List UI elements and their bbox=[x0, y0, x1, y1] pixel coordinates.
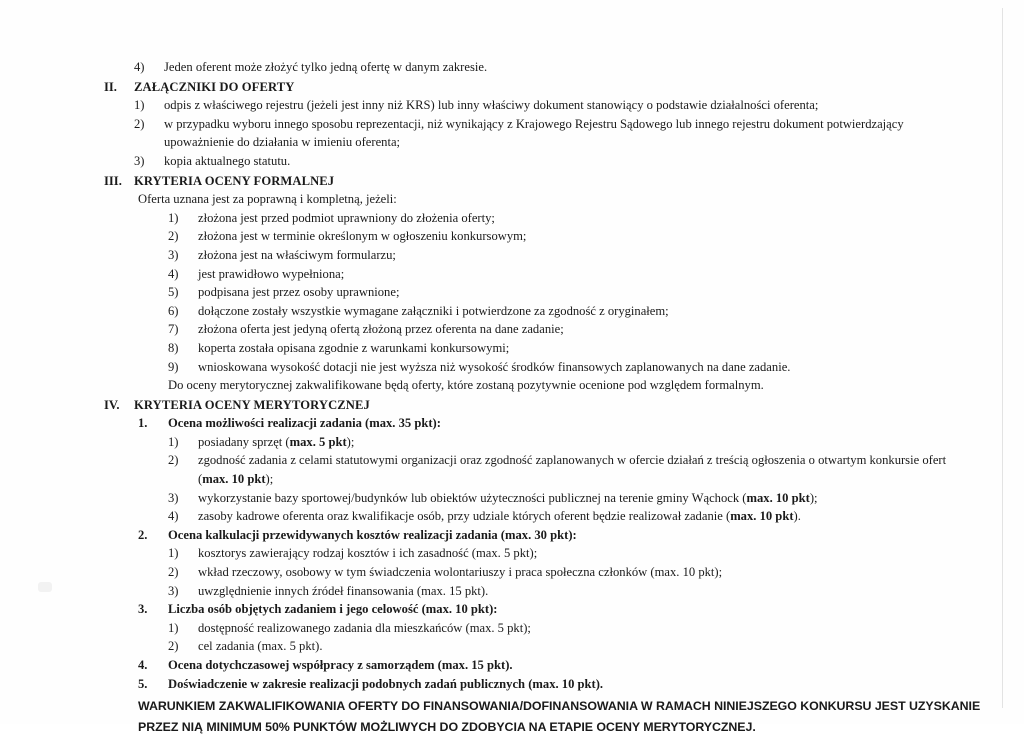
list-marker: 2) bbox=[168, 453, 179, 468]
criterion-title bbox=[168, 600, 964, 619]
closing-statement bbox=[138, 696, 981, 738]
list-item bbox=[168, 489, 964, 508]
criterion-heading bbox=[138, 600, 964, 619]
list-item-text: koperta została opisana zgodnie z warunkami konkursowymi; bbox=[198, 340, 510, 355]
closing-line-1: WARUNKIEM ZAKWALIFIKOWANIA OFERTY DO FINANSOWANIA/DOFINANSOWANIA W RAMACH NINIEJSZEGO KONKURSU JEST UZYSKANIE bbox=[138, 699, 981, 714]
section-marker: IV. bbox=[104, 397, 120, 412]
list-marker: 1) bbox=[134, 98, 145, 113]
criterion-marker: 2. bbox=[138, 527, 148, 542]
list-item bbox=[168, 544, 964, 563]
section-intro: Oferta uznana jest za poprawną i kompletną, jeżeli: bbox=[138, 192, 397, 207]
list-item bbox=[168, 637, 964, 656]
subitem-tail: ); bbox=[346, 434, 355, 449]
section-marker: II. bbox=[104, 79, 117, 94]
section-marker: III. bbox=[104, 173, 122, 188]
criterion-points: (max. 30 pkt): bbox=[500, 527, 577, 542]
list-item-text: kopia aktualnego statutu. bbox=[164, 153, 291, 168]
list-marker: 3) bbox=[168, 583, 179, 598]
subitem-tail: ); bbox=[809, 490, 818, 505]
subitem-points: max. 10 pkt bbox=[730, 509, 794, 524]
subitem-text: posiadany sprzęt ( bbox=[198, 434, 290, 449]
criterion-points: (max. 10 pkt). bbox=[528, 676, 604, 691]
list-item-text: dołączone zostały wszystkie wymagane załączniki i potwierdzone za zgodność z oryginałem; bbox=[198, 303, 669, 318]
list-item-text bbox=[198, 489, 964, 508]
list-item bbox=[134, 58, 964, 77]
list-marker: 4) bbox=[168, 509, 179, 524]
criterion-title-text: Ocena możliwości realizacji zadania bbox=[168, 416, 366, 431]
list-item-text bbox=[198, 433, 964, 452]
scan-artifact-line bbox=[1002, 8, 1003, 708]
list-item bbox=[168, 265, 964, 284]
list-item bbox=[168, 563, 964, 582]
scan-artifact-smudge bbox=[38, 582, 52, 592]
list-item bbox=[168, 320, 964, 339]
list-item bbox=[168, 451, 964, 488]
criterion-title bbox=[168, 656, 964, 675]
list-marker: 6) bbox=[168, 303, 179, 318]
list-marker: 3) bbox=[134, 153, 145, 168]
list-item-text: wkład rzeczowy, osobowy w tym świadczenia wolontariuszy i praca społeczna członków (max. 10 pkt); bbox=[198, 565, 723, 580]
criterion-heading bbox=[138, 675, 964, 694]
criterion-heading bbox=[138, 656, 964, 675]
list-item-text: w przypadku wyboru innego sposobu reprezentacji, niż wynikający z Krajowego Rejestru Sądowego lub innego rejestru dokument potwierdzający upoważnienie do działania w imieniu oferenta; bbox=[164, 116, 904, 150]
section-heading-iii bbox=[104, 172, 964, 191]
subitem-points: max. 10 pkt bbox=[202, 472, 266, 487]
list-marker: 4) bbox=[168, 266, 179, 281]
list-item bbox=[168, 339, 964, 358]
criterion-points: (max. 35 pkt): bbox=[365, 416, 441, 431]
section-heading-ii bbox=[104, 78, 964, 97]
section-title: ZAŁĄCZNIKI DO OFERTY bbox=[134, 79, 295, 94]
list-item bbox=[134, 115, 964, 152]
list-item-text: złożona oferta jest jedyną ofertą złożoną przez oferenta na dane zadanie; bbox=[198, 322, 564, 337]
list-marker: 2) bbox=[134, 116, 145, 131]
list-item-text: Jeden oferent może złożyć tylko jedną ofertę w danym zakresie. bbox=[164, 60, 488, 74]
list-marker: 3) bbox=[168, 247, 179, 262]
list-marker: 3) bbox=[168, 490, 179, 505]
document-body bbox=[104, 58, 981, 738]
criterion-title-text: Liczba osób objętych zadaniem i jego celowość bbox=[168, 602, 422, 617]
list-marker: 1) bbox=[168, 546, 179, 561]
subitem-tail: ); bbox=[265, 472, 274, 487]
criterion-points: (max. 10 pkt): bbox=[421, 602, 498, 617]
list-marker: 1) bbox=[168, 434, 179, 449]
criterion-heading bbox=[138, 526, 964, 545]
list-item-text: dostępność realizowanego zadania dla mieszkańców (max. 5 pkt); bbox=[198, 620, 531, 635]
list-item bbox=[134, 152, 964, 171]
list-item bbox=[168, 227, 964, 246]
list-item bbox=[134, 96, 964, 115]
list-item-text: podpisana jest przez osoby uprawnione; bbox=[198, 285, 400, 300]
list-marker: 5) bbox=[168, 285, 179, 300]
list-marker: 2) bbox=[168, 229, 179, 244]
list-marker: 7) bbox=[168, 322, 179, 337]
criterion-title-text: Ocena kalkulacji przewidywanych kosztów realizacji zadania bbox=[168, 527, 501, 542]
list-item-text: cel zadania (max. 5 pkt). bbox=[198, 639, 323, 654]
list-marker: 1) bbox=[168, 620, 179, 635]
list-item bbox=[168, 619, 964, 638]
list-item bbox=[168, 358, 964, 377]
list-item-text bbox=[198, 451, 964, 488]
list-marker: 1) bbox=[168, 210, 179, 225]
criterion-marker: 1. bbox=[138, 416, 148, 431]
list-item-text: złożona jest na właściwym formularzu; bbox=[198, 247, 396, 262]
list-item bbox=[168, 582, 964, 601]
section-heading-iv bbox=[104, 396, 964, 415]
criterion-points: (max. 15 pkt). bbox=[437, 658, 513, 672]
section-title: KRYTERIA OCENY FORMALNEJ bbox=[134, 173, 335, 188]
list-item-text: jest prawidłowo wypełniona; bbox=[198, 266, 345, 281]
criterion-title bbox=[168, 526, 964, 545]
list-item bbox=[168, 302, 964, 321]
list-marker: 4) bbox=[134, 60, 145, 74]
criterion-marker: 3. bbox=[138, 602, 148, 617]
subitem-text: zasoby kadrowe oferenta oraz kwalifikacje osób, przy udziale których oferent będzie realizował zadanie ( bbox=[198, 509, 731, 524]
list-item bbox=[168, 246, 964, 265]
subitem-tail: ). bbox=[793, 509, 801, 524]
list-item-text: wnioskowana wysokość dotacji nie jest wyższa niż wysokość środków finansowych zaplanowanych na dane zadanie. bbox=[198, 359, 791, 374]
list-item-text: odpis z właściwego rejestru (jeżeli jest inny niż KRS) lub inny właściwy dokument stanowiący o podstawie działalności oferenta; bbox=[164, 98, 819, 113]
subitem-points: max. 10 pkt bbox=[746, 490, 810, 505]
criterion-title-text: Doświadczenie w zakresie realizacji podobnych zadań publicznych bbox=[168, 676, 529, 691]
list-marker: 9) bbox=[168, 359, 179, 374]
list-item bbox=[168, 209, 964, 228]
subitem-text: zgodność zadania z celami statutowymi organizacji oraz zgodność zaplanowanych w ofercie działań z treścią ogłoszenia o otwartym konkursie ofert ( bbox=[198, 453, 947, 487]
list-item bbox=[168, 507, 964, 526]
closing-line-2: PRZEZ NIĄ MINIMUM 50% PUNKTÓW MOŻLIWYCH DO ZDOBYCIA NA ETAPIE OCENY MERYTORYCZNEJ. bbox=[138, 720, 756, 735]
subitem-points: max. 5 pkt bbox=[289, 434, 347, 449]
criterion-title-text: Ocena dotychczasowej współpracy z samorządem bbox=[168, 658, 438, 672]
criterion-title bbox=[168, 675, 964, 694]
criterion-marker: 4. bbox=[138, 658, 148, 672]
criterion-title bbox=[168, 414, 964, 433]
list-marker: 2) bbox=[168, 639, 179, 654]
section-outro: Do oceny merytorycznej zakwalifikowane będą oferty, które zostaną pozytywnie ocenione pod względem formalnym. bbox=[168, 378, 764, 393]
subitem-text: wykorzystanie bazy sportowej/budynków lub obiektów użyteczności publicznej na terenie gminy Wąchock ( bbox=[198, 490, 747, 505]
list-item-text: złożona jest przed podmiot uprawniony do złożenia oferty; bbox=[198, 210, 495, 225]
criterion-heading bbox=[138, 414, 964, 433]
criterion-marker: 5. bbox=[138, 676, 148, 691]
list-item-text bbox=[198, 507, 964, 526]
list-marker: 2) bbox=[168, 565, 179, 580]
section-title: KRYTERIA OCENY MERYTORYCZNEJ bbox=[134, 397, 370, 412]
list-item-text: kosztorys zawierający rodzaj kosztów i ich zasadność (max. 5 pkt); bbox=[198, 546, 538, 561]
list-item bbox=[168, 283, 964, 302]
list-item bbox=[168, 433, 964, 452]
list-item-text: złożona jest w terminie określonym w ogłoszeniu konkursowym; bbox=[198, 229, 527, 244]
list-item-text: uwzględnienie innych źródeł finansowania (max. 15 pkt). bbox=[198, 583, 489, 598]
list-marker: 8) bbox=[168, 340, 179, 355]
